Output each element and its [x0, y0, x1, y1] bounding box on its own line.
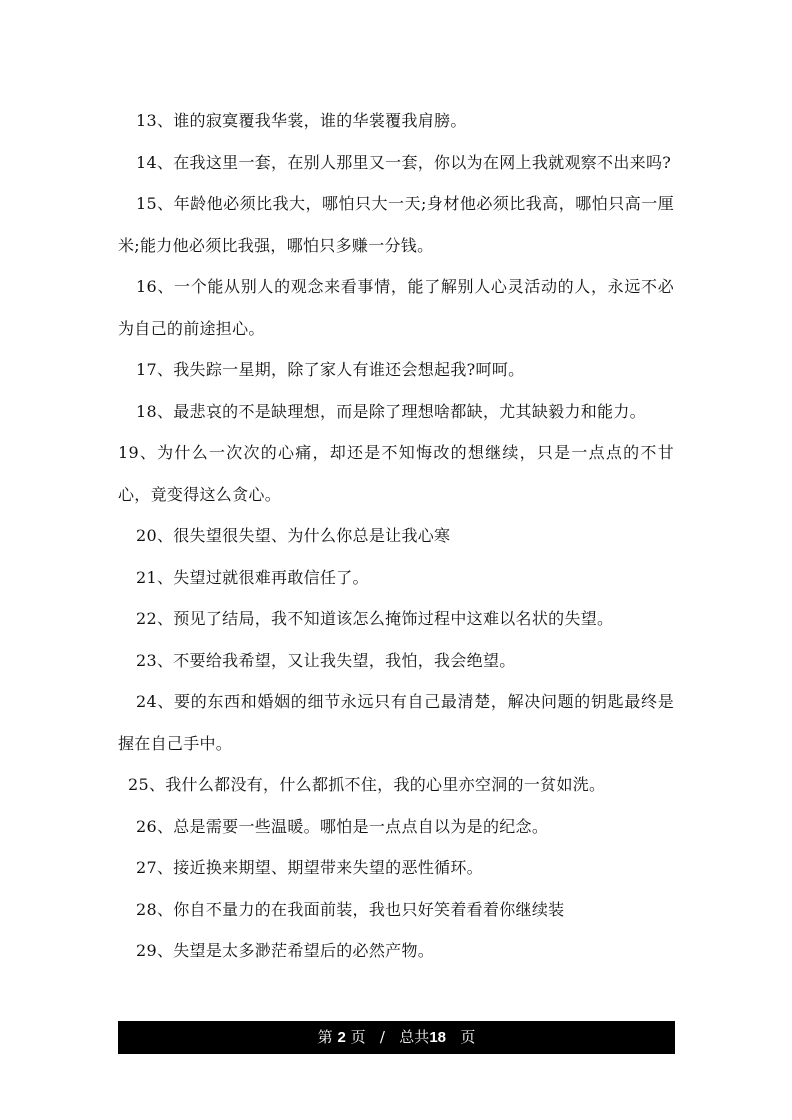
- document-body: [118, 100, 674, 972]
- paragraph-23: 23、不要给我希望，又让我失望，我怕，我会绝望。: [136, 650, 516, 670]
- footer-page-prefix: 第: [317, 1028, 333, 1046]
- footer-separator: /: [379, 1028, 385, 1046]
- paragraph-13: 13、谁的寂寞覆我华裳，谁的华裳覆我肩膀。: [136, 111, 467, 130]
- paragraph-22: 22、预见了结局，我不知道该怎么掩饰过程中这难以名状的失望。: [136, 609, 614, 628]
- page-footer: [118, 1021, 675, 1054]
- paragraph-25: 25、我什么都没有，什么都抓不住，我的心里亦空洞的一贫如洗。: [128, 775, 606, 794]
- footer-total-suffix: 页: [460, 1028, 476, 1046]
- paragraph-29: 29、失望是太多渺茫希望后的必然产物。: [136, 941, 435, 960]
- paragraph-24: 24、要的东西和婚姻的细节永远只有自己最清楚，解决问题的钥匙最终是握在自己手中。: [118, 692, 674, 753]
- paragraph-17: 17、我失踪一星期，除了家人有谁还会想起我?呵呵。: [136, 360, 525, 379]
- paragraph-28: 28、你自不量力的在我面前装，我也只好笑着看着你继续装: [136, 899, 565, 919]
- paragraph-27: 27、接近换来期望、期望带来失望的恶性循环。: [136, 858, 483, 877]
- paragraph-14: 14、在我这里一套，在别人那里又一套，你以为在网上我就观察不出来吗?: [136, 152, 672, 172]
- footer-total-prefix: 总共: [399, 1028, 430, 1046]
- paragraph-21: 21、失望过就很难再敢信任了。: [136, 567, 369, 587]
- paragraph-26: 26、总是需要一些温暖。哪怕是一点点自以为是的纪念。: [136, 816, 549, 836]
- paragraph-19: 19、为什么一次次的心痛，却还是不知悔改的想继续，只是一点点的不甘心，竟变得这么贪心。: [118, 443, 674, 504]
- paragraph-20: 20、很失望很失望、为什么你总是让我心寒: [136, 526, 451, 545]
- footer-page-number: 2: [337, 1029, 346, 1046]
- footer-total-number: 18: [429, 1029, 446, 1046]
- paragraph-15: 15、年龄他必须比我大，哪怕只大一天;身材他必须比我高，哪怕只高一厘米;能力他必须比我强，哪怕只多赚一分钱。: [118, 194, 674, 255]
- footer-page-suffix: 页: [350, 1028, 366, 1046]
- paragraph-18: 18、最悲哀的不是缺理想，而是除了理想啥都缺，尤其缺毅力和能力。: [136, 401, 646, 421]
- paragraph-16: 16、一个能从别人的观念来看事情，能了解别人心灵活动的人，永远不必为自己的前途担心。: [118, 277, 674, 338]
